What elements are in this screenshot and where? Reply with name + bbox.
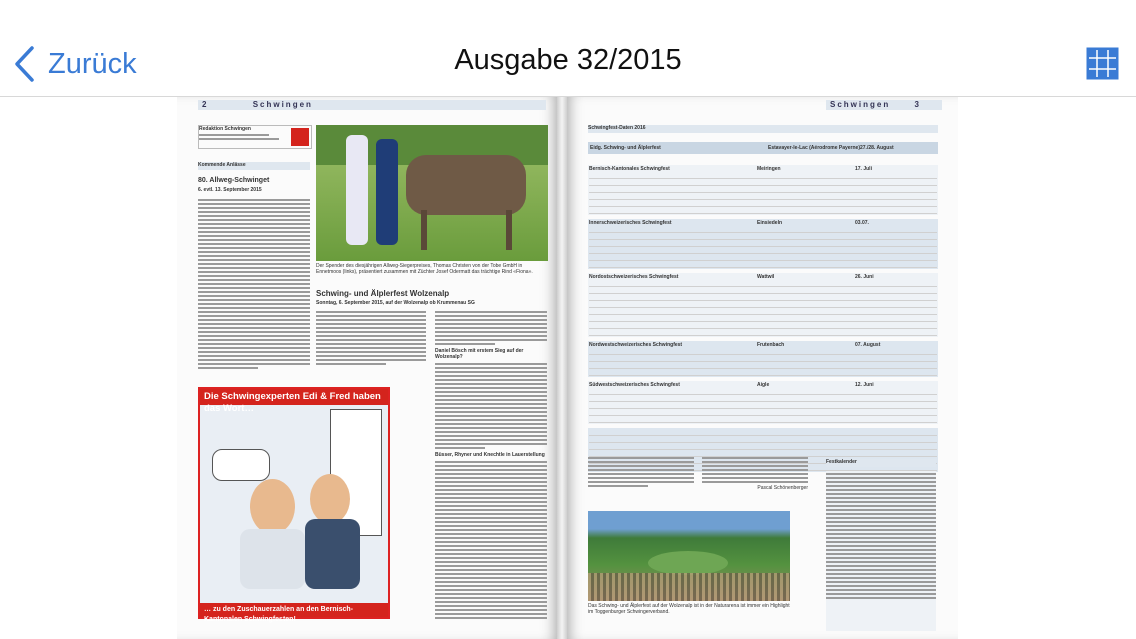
grid-icon	[1086, 47, 1119, 80]
table-title: Schwingfest-Daten 2016	[588, 125, 938, 133]
back-label: Zurück	[48, 47, 137, 80]
article-col-1	[316, 309, 426, 367]
table-group: Südwestschweizerisches Schwingfest Aigle 12. Juni	[588, 381, 938, 424]
cartoon-footer: … zu den Zuschauerzahlen an den Bernisch-Kantonalen Schwingfesten!	[200, 603, 388, 617]
table-first-row: Eidg. Schwing- und Älplerfest Estavayer-le-Lac (Aérodrome Payerne) 27./28. August	[588, 142, 938, 154]
subhead-buesser: Büsser, Rhyner und Knechtle in Lauerstellung	[435, 452, 545, 458]
subhead-bosch: Daniel Bösch mit erstem Sieg auf der Wolzenalp?	[435, 348, 524, 360]
navigation-bar	[0, 0, 1136, 97]
right-page[interactable]	[567, 97, 958, 639]
grid-view-button[interactable]	[1086, 47, 1119, 80]
table-group: Nordostschweizerisches Schwingfest Wattwil 26. Juni	[588, 273, 938, 337]
section-title: Schwingen	[252, 100, 313, 109]
event-title: 80. Allweg-Schwinget	[198, 177, 270, 184]
cartoon-character-fred	[310, 474, 350, 524]
stadium-caption: Das Schwing- und Älplerfest auf der Wolzenalp ist in der Naturarena ist immer ein Highlight im Toggenburger Schwingerverband.	[588, 603, 790, 615]
logo	[291, 128, 309, 146]
cartoon-box	[198, 387, 390, 623]
redaktion-box	[198, 125, 312, 149]
magazine-reader[interactable]	[0, 97, 1136, 639]
cartoon-title: Die Schwingexperten Edi & Fred haben das Wort…	[200, 389, 388, 405]
speech-bubble-left	[212, 449, 270, 481]
table-group: Nordwestschweizerisches Schwingfest Frutenbach 07. August	[588, 341, 938, 377]
page-title: Ausgabe 32/2015	[454, 44, 682, 76]
photo-caption: Der Spender des diesjährigen Allweg-Siegerpreises, Thomas Christen von der Tobe GmbH in Ennetmoos (links), präsentiert zusammen mit Züchter Josef Odermatt das trächtige Rind «Fiona».	[316, 263, 533, 275]
festkalender-list	[826, 471, 936, 631]
table-group: Bernisch-Kantonales Schwingfest Meiringen 17. Juli	[588, 165, 938, 215]
event-date: 6. evtl. 13. September 2015	[198, 187, 262, 193]
redaktion-label: Redaktion Schwingen	[199, 126, 251, 132]
article-subtitle: Sonntag, 6. September 2015, auf der Wolzenalp ob Krummenau SG	[316, 300, 475, 306]
cow-photo	[316, 125, 548, 261]
page-header	[198, 100, 546, 110]
page-number-right: 3	[914, 100, 921, 109]
kommende-header: Kommende Anlässe	[198, 162, 310, 170]
left-page[interactable]	[177, 97, 557, 639]
article-text-right	[588, 455, 808, 491]
cartoon-character-edi	[250, 479, 295, 534]
page-header-right	[826, 100, 942, 110]
book-spine	[557, 97, 567, 639]
author-name: Pascal Schönenberger	[757, 485, 808, 491]
event-text	[198, 197, 310, 371]
table-group: Innerschweizerisches Schwingfest Einsiedeln 03.07.	[588, 219, 938, 269]
festkalender-header: Festkalender	[826, 459, 936, 467]
article-title: Schwing- und Älplerfest Wolzenalp	[316, 289, 450, 298]
article-col-2	[435, 309, 547, 621]
schedule-table	[588, 165, 938, 472]
stadium-photo	[588, 511, 790, 601]
page-number: 2	[202, 100, 209, 109]
section-title-right: Schwingen	[830, 100, 891, 109]
